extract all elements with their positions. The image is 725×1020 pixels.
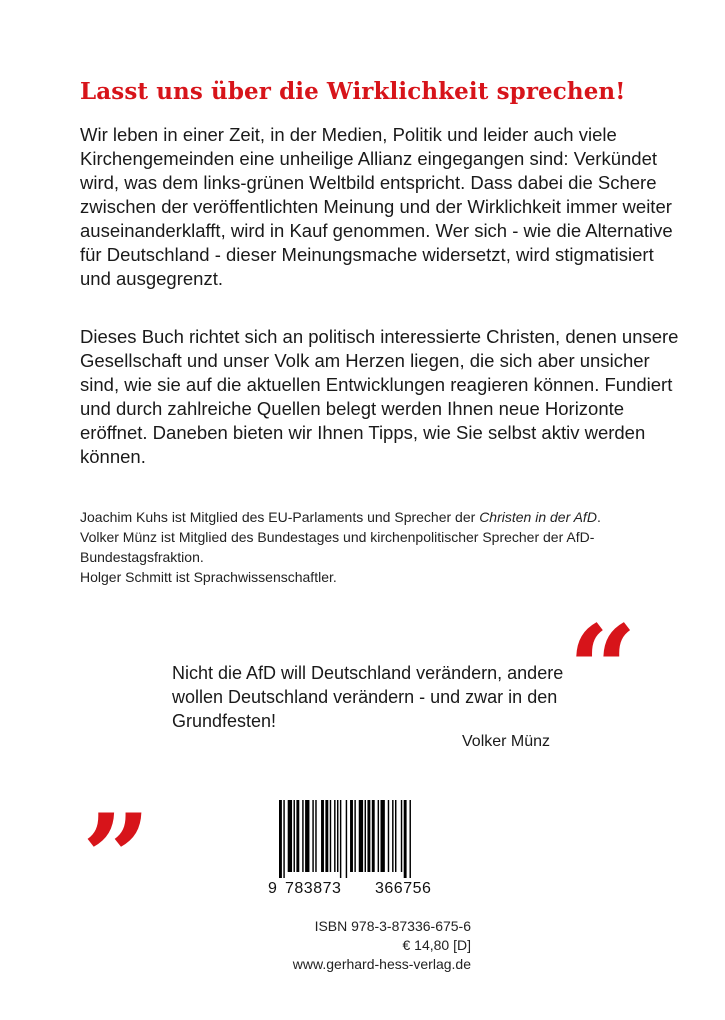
price: € 14,80 [D] <box>402 937 471 953</box>
barcode-bar <box>305 800 309 872</box>
barcode-bar <box>325 800 328 872</box>
barcode-bar <box>302 800 303 872</box>
barcode-bar <box>296 800 299 872</box>
barcode-bar <box>354 800 355 872</box>
open-quote-icon: “ <box>568 599 638 740</box>
barcode-bar <box>392 800 393 872</box>
bio-kuhs-group: Christen in der AfD <box>479 509 597 525</box>
barcode-group-1: 783873 <box>285 880 342 897</box>
barcode-bar <box>381 800 385 872</box>
barcode-bar <box>395 800 396 872</box>
barcode-bar <box>312 800 313 872</box>
bio-schmitt: Holger Schmitt ist Sprachwissenschaftler. <box>80 569 337 585</box>
barcode-group-2: 366756 <box>375 880 432 897</box>
barcode-bar <box>288 800 292 872</box>
book-meta <box>255 917 471 974</box>
barcode-bar <box>340 800 341 878</box>
barcode <box>276 800 454 878</box>
barcode-bar <box>365 800 366 872</box>
barcode-bar <box>372 800 375 872</box>
bio-muenz: Volker Münz ist Mitglied des Bundestages und kirchenpolitischer Sprecher der AfD-Bundestagsfraktion. <box>80 529 595 565</box>
quote-author: Volker Münz <box>462 733 551 750</box>
barcode-bar <box>359 800 363 872</box>
paragraph-audience: Dieses Buch richtet sich an politisch interessierte Christen, denen unsere Gesellschaft und unser Volk am Herzen liegen, die sich aber unsicher sind, wie sie auf die aktuellen Entwicklungen reagieren können. Fundiert und durch zahlreiche Quellen belegt werden Ihnen neue Horizonte eröffnet. Daneben bieten wir Ihnen Tipps, wie Sie selbst aktiv werden können. <box>80 326 679 467</box>
barcode-bar <box>350 800 353 872</box>
bio-kuhs-text: Joachim Kuhs ist Mitglied des EU-Parlaments und Sprecher der <box>80 509 480 525</box>
barcode-bar <box>367 800 370 872</box>
barcode-bar <box>279 800 282 878</box>
bio-kuhs <box>80 507 680 527</box>
barcode-first-digit: 9 <box>268 880 278 897</box>
isbn: ISBN 978-3-87336-675-6 <box>314 918 471 934</box>
barcode-bar <box>346 800 347 878</box>
barcode-bar <box>378 800 379 872</box>
authors-bio <box>80 507 680 587</box>
barcode-bar <box>315 800 316 872</box>
barcode-bar <box>321 800 324 872</box>
barcode-bar <box>388 800 389 872</box>
publisher-website: www.gerhard-hess-verlag.de <box>292 956 471 972</box>
barcode-bar <box>334 800 335 872</box>
barcode-bar <box>410 800 411 878</box>
barcode-bar <box>337 800 338 872</box>
barcode-bar <box>283 800 284 878</box>
bio-kuhs-end: . <box>596 509 601 525</box>
barcode-bar <box>294 800 295 872</box>
close-quote-icon: „ <box>84 719 154 860</box>
barcode-bar <box>330 800 331 872</box>
barcode-bar <box>401 800 402 872</box>
barcode-bar <box>404 800 407 878</box>
quote-text: Nicht die AfD will Deutschland verändern, andere wollen Deutschland verändern - und zwar in den Grundfesten! <box>172 663 564 731</box>
heading: Lasst uns über die Wirklichkeit sprechen! <box>80 78 626 105</box>
paragraph-intro: Wir leben in einer Zeit, in der Medien, Politik und leider auch viele Kirchengemeinden eine unheilige Allianz eingegangen sind: Verkündet wird, was dem links-grünen Weltbild entspricht. Dass dabei die Schere zwischen der veröffentlichten Meinung und der Wirklichkeit immer weiter auseinanderklafft, wird in Kauf genommen. Wer sich - wie die Alternative für Deutschland - dieser Meinungsmache widersetzt, wird stigmatisiert und ausgegrenzt. <box>80 124 673 289</box>
